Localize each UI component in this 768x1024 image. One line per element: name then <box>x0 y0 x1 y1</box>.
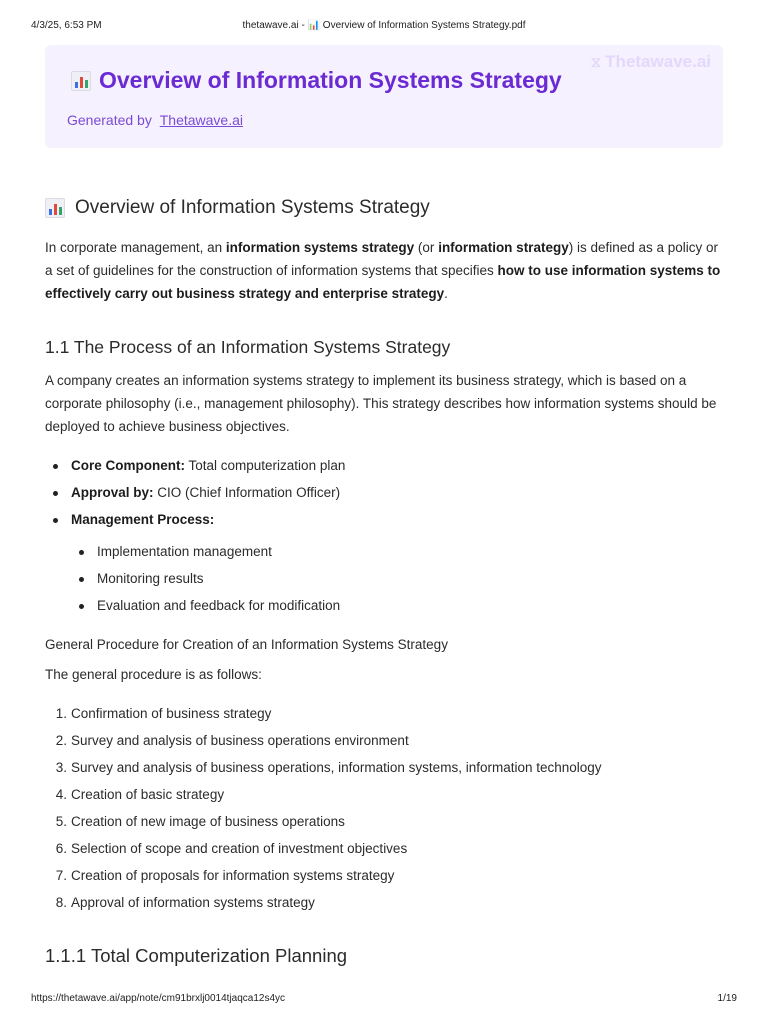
list-item <box>55 894 602 921</box>
list-item <box>55 705 602 732</box>
generated-by-label: Generated by <box>67 112 152 128</box>
list-item <box>55 759 602 786</box>
step-number: 6. <box>55 841 67 856</box>
print-url: https://thetawave.ai/app/note/cm91brxlj0014tjaqca12s4yc <box>31 993 286 1004</box>
list-item <box>55 786 602 813</box>
list-item <box>71 511 345 538</box>
procedure-title: General Procedure for Creation of an Information Systems Strategy <box>45 637 448 652</box>
step-number: 8. <box>55 895 67 910</box>
step-number: 1. <box>55 706 67 721</box>
step-number: 5. <box>55 814 67 829</box>
item-label: Core Component: <box>71 458 185 473</box>
page-number: 1/19 <box>717 993 737 1004</box>
step-number: 3. <box>55 760 67 775</box>
bar-chart-icon <box>71 71 91 91</box>
list-item <box>55 867 602 894</box>
brand-watermark <box>591 52 711 72</box>
item-label: Approval by: <box>71 485 154 500</box>
key-points-list <box>71 457 345 538</box>
item-value: CIO (Chief Information Officer) <box>153 485 341 500</box>
page-title <box>71 67 562 94</box>
step-text: Survey and analysis of business operations environment <box>71 733 409 748</box>
brand-name: Thetawave.ai <box>605 52 711 71</box>
step-text: Approval of information systems strategy <box>71 895 315 910</box>
print-footer <box>0 993 768 1007</box>
section-heading <box>45 197 430 219</box>
management-process-list <box>97 543 340 624</box>
intro-bold: how to use information systems to effectively carry out business strategy and enterprise strategy <box>45 263 721 301</box>
list-item <box>71 457 345 484</box>
item-label: Management Process: <box>71 512 215 527</box>
step-number: 2. <box>55 733 67 748</box>
step-number: 4. <box>55 787 67 802</box>
list-item <box>55 732 602 759</box>
generated-by <box>67 112 243 128</box>
step-text: Survey and analysis of business operations, information systems, information technology <box>71 760 602 775</box>
step-number: 7. <box>55 868 67 883</box>
print-header <box>0 20 768 34</box>
subsection-heading: 1.1 The Process of an Information Systems Strategy <box>45 337 451 357</box>
print-datetime: 4/3/25, 6:53 PM <box>31 20 102 31</box>
intro-bold: information systems strategy <box>225 240 415 255</box>
section-heading-text: Overview of Information Systems Strategy <box>75 197 430 218</box>
bar-chart-icon <box>45 198 65 218</box>
step-text: Creation of basic strategy <box>71 787 225 802</box>
intro-text: (or <box>414 240 439 255</box>
intro-bold: information strategy <box>438 240 569 255</box>
list-item <box>55 840 602 867</box>
step-text: Confirmation of business strategy <box>71 706 272 721</box>
step-text: Creation of new image of business operations <box>71 814 345 829</box>
page-title-text: Overview of Information Systems Strategy <box>99 67 562 93</box>
subsubsection-heading: 1.1.1 Total Computerization Planning <box>45 945 348 966</box>
item-value: Total computerization plan <box>185 458 346 473</box>
procedure-intro: The general procedure is as follows: <box>45 667 262 682</box>
generated-by-link[interactable]: Thetawave.ai <box>159 112 244 128</box>
intro-paragraph <box>45 236 725 305</box>
list-item <box>71 484 345 511</box>
hourglass-icon: ⧖ <box>590 53 602 71</box>
list-item: Monitoring results <box>97 570 340 597</box>
subsection-paragraph: A company creates an information systems strategy to implement its business strategy, which is based on a corporate philosophy (i.e., management philosophy). This strategy describes how information systems should be deployed to achieve business objectives. <box>45 373 717 434</box>
title-banner <box>45 45 723 148</box>
list-item: Implementation management <box>97 543 340 570</box>
procedure-steps <box>55 705 602 921</box>
step-text: Creation of proposals for information systems strategy <box>71 868 395 883</box>
list-item: Evaluation and feedback for modification <box>97 597 340 624</box>
intro-text: . <box>444 286 448 301</box>
intro-text: ) is defined as a policy or a set of guidelines for the construction of information systems that specifies <box>45 240 719 278</box>
step-text: Selection of scope and creation of investment objectives <box>71 841 408 856</box>
list-item <box>55 813 602 840</box>
intro-text: In corporate management, an <box>45 240 226 255</box>
print-document-title: thetawave.ai - 📊 Overview of Information Systems Strategy.pdf <box>242 20 526 31</box>
